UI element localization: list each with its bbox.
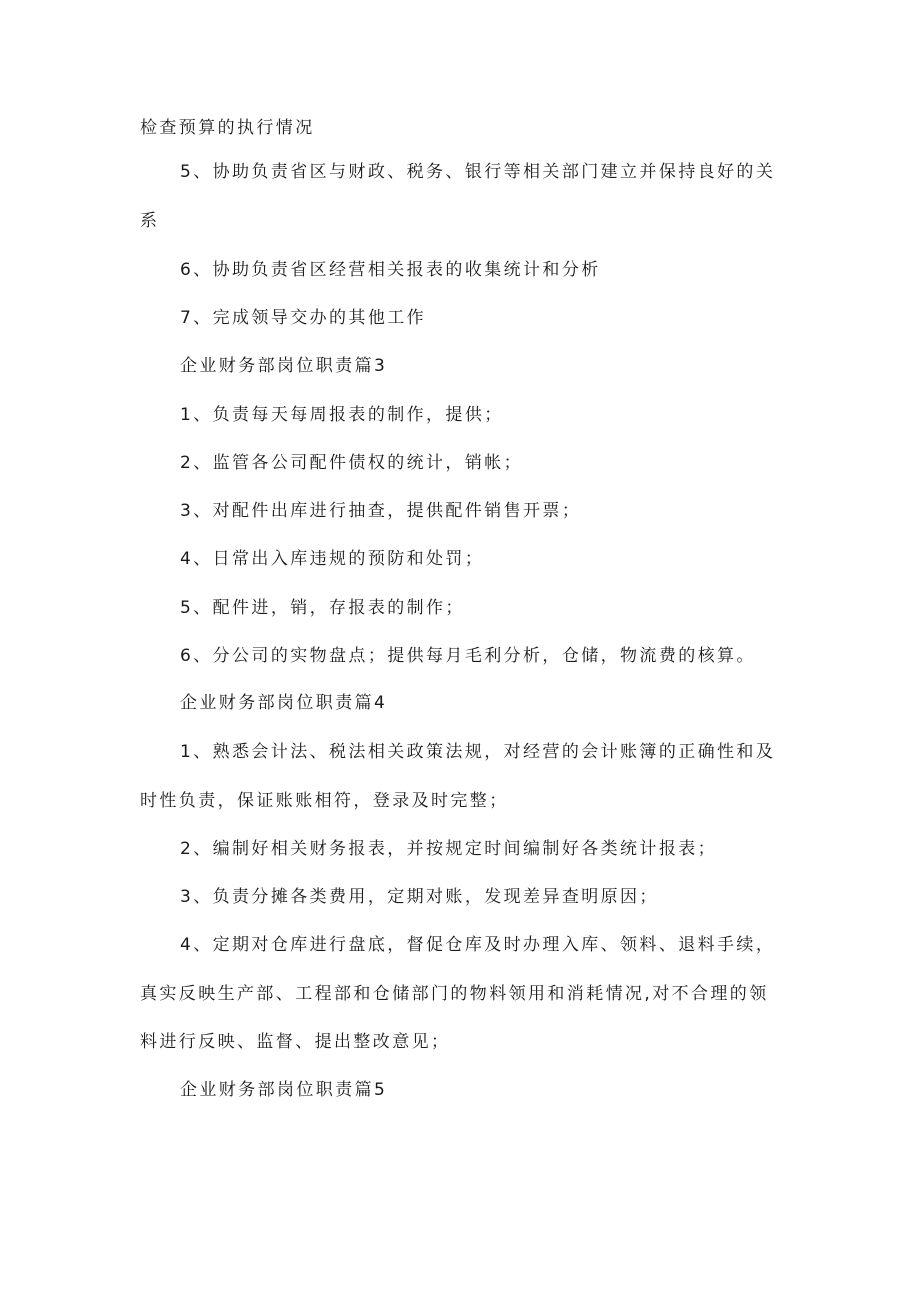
- text-line: 3、对配件出库进行抽查，提供配件销售开票；: [180, 501, 582, 521]
- text-line: 5、协助负责省区与财政、税务、银行等相关部门建立并保持良好的关: [180, 162, 776, 182]
- text-line: 7、完成领导交办的其他工作: [180, 308, 427, 328]
- text-line: 4、定期对仓库进行盘底，督促仓库及时办理入库、领料、退料手续，: [180, 935, 776, 955]
- section-heading: 企业财务部岗位职责篇3: [180, 356, 388, 376]
- text-line: 4、日常出入库违规的预防和处罚；: [180, 549, 485, 569]
- section-heading: 企业财务部岗位职责篇5: [180, 1080, 388, 1100]
- text-line: 6、分公司的实物盘点；提供每月毛利分析，仓储，物流费的核算。: [180, 646, 756, 666]
- text-line: 1、熟悉会计法、税法相关政策法规，对经营的会计账簿的正确性和及: [180, 742, 776, 762]
- text-line: 2、编制好相关财务报表，并按规定时间编制好各类统计报表；: [180, 839, 718, 859]
- text-line: 5、配件进，销，存报表的制作；: [180, 598, 465, 618]
- section-heading: 企业财务部岗位职责篇4: [180, 693, 388, 713]
- text-line: 2、监管各公司配件债权的统计，销帐；: [180, 453, 524, 473]
- text-line: 系: [140, 211, 160, 231]
- text-line: 检查预算的执行情况: [140, 118, 315, 138]
- text-line: 6、协助负责省区经营相关报表的收集统计和分析: [180, 260, 601, 280]
- text-line: 料进行反映、监督、提出整改意见；: [140, 1032, 451, 1052]
- text-line: 1、负责每天每周报表的制作，提供；: [180, 405, 504, 425]
- text-line: 3、负责分摊各类费用，定期对账，发现差异查明原因；: [180, 887, 659, 907]
- text-line: 真实反映生产部、工程部和仓储部门的物料领用和消耗情况,对不合理的领: [140, 984, 769, 1004]
- text-line: 时性负责，保证账账相符，登录及时完整；: [140, 791, 509, 811]
